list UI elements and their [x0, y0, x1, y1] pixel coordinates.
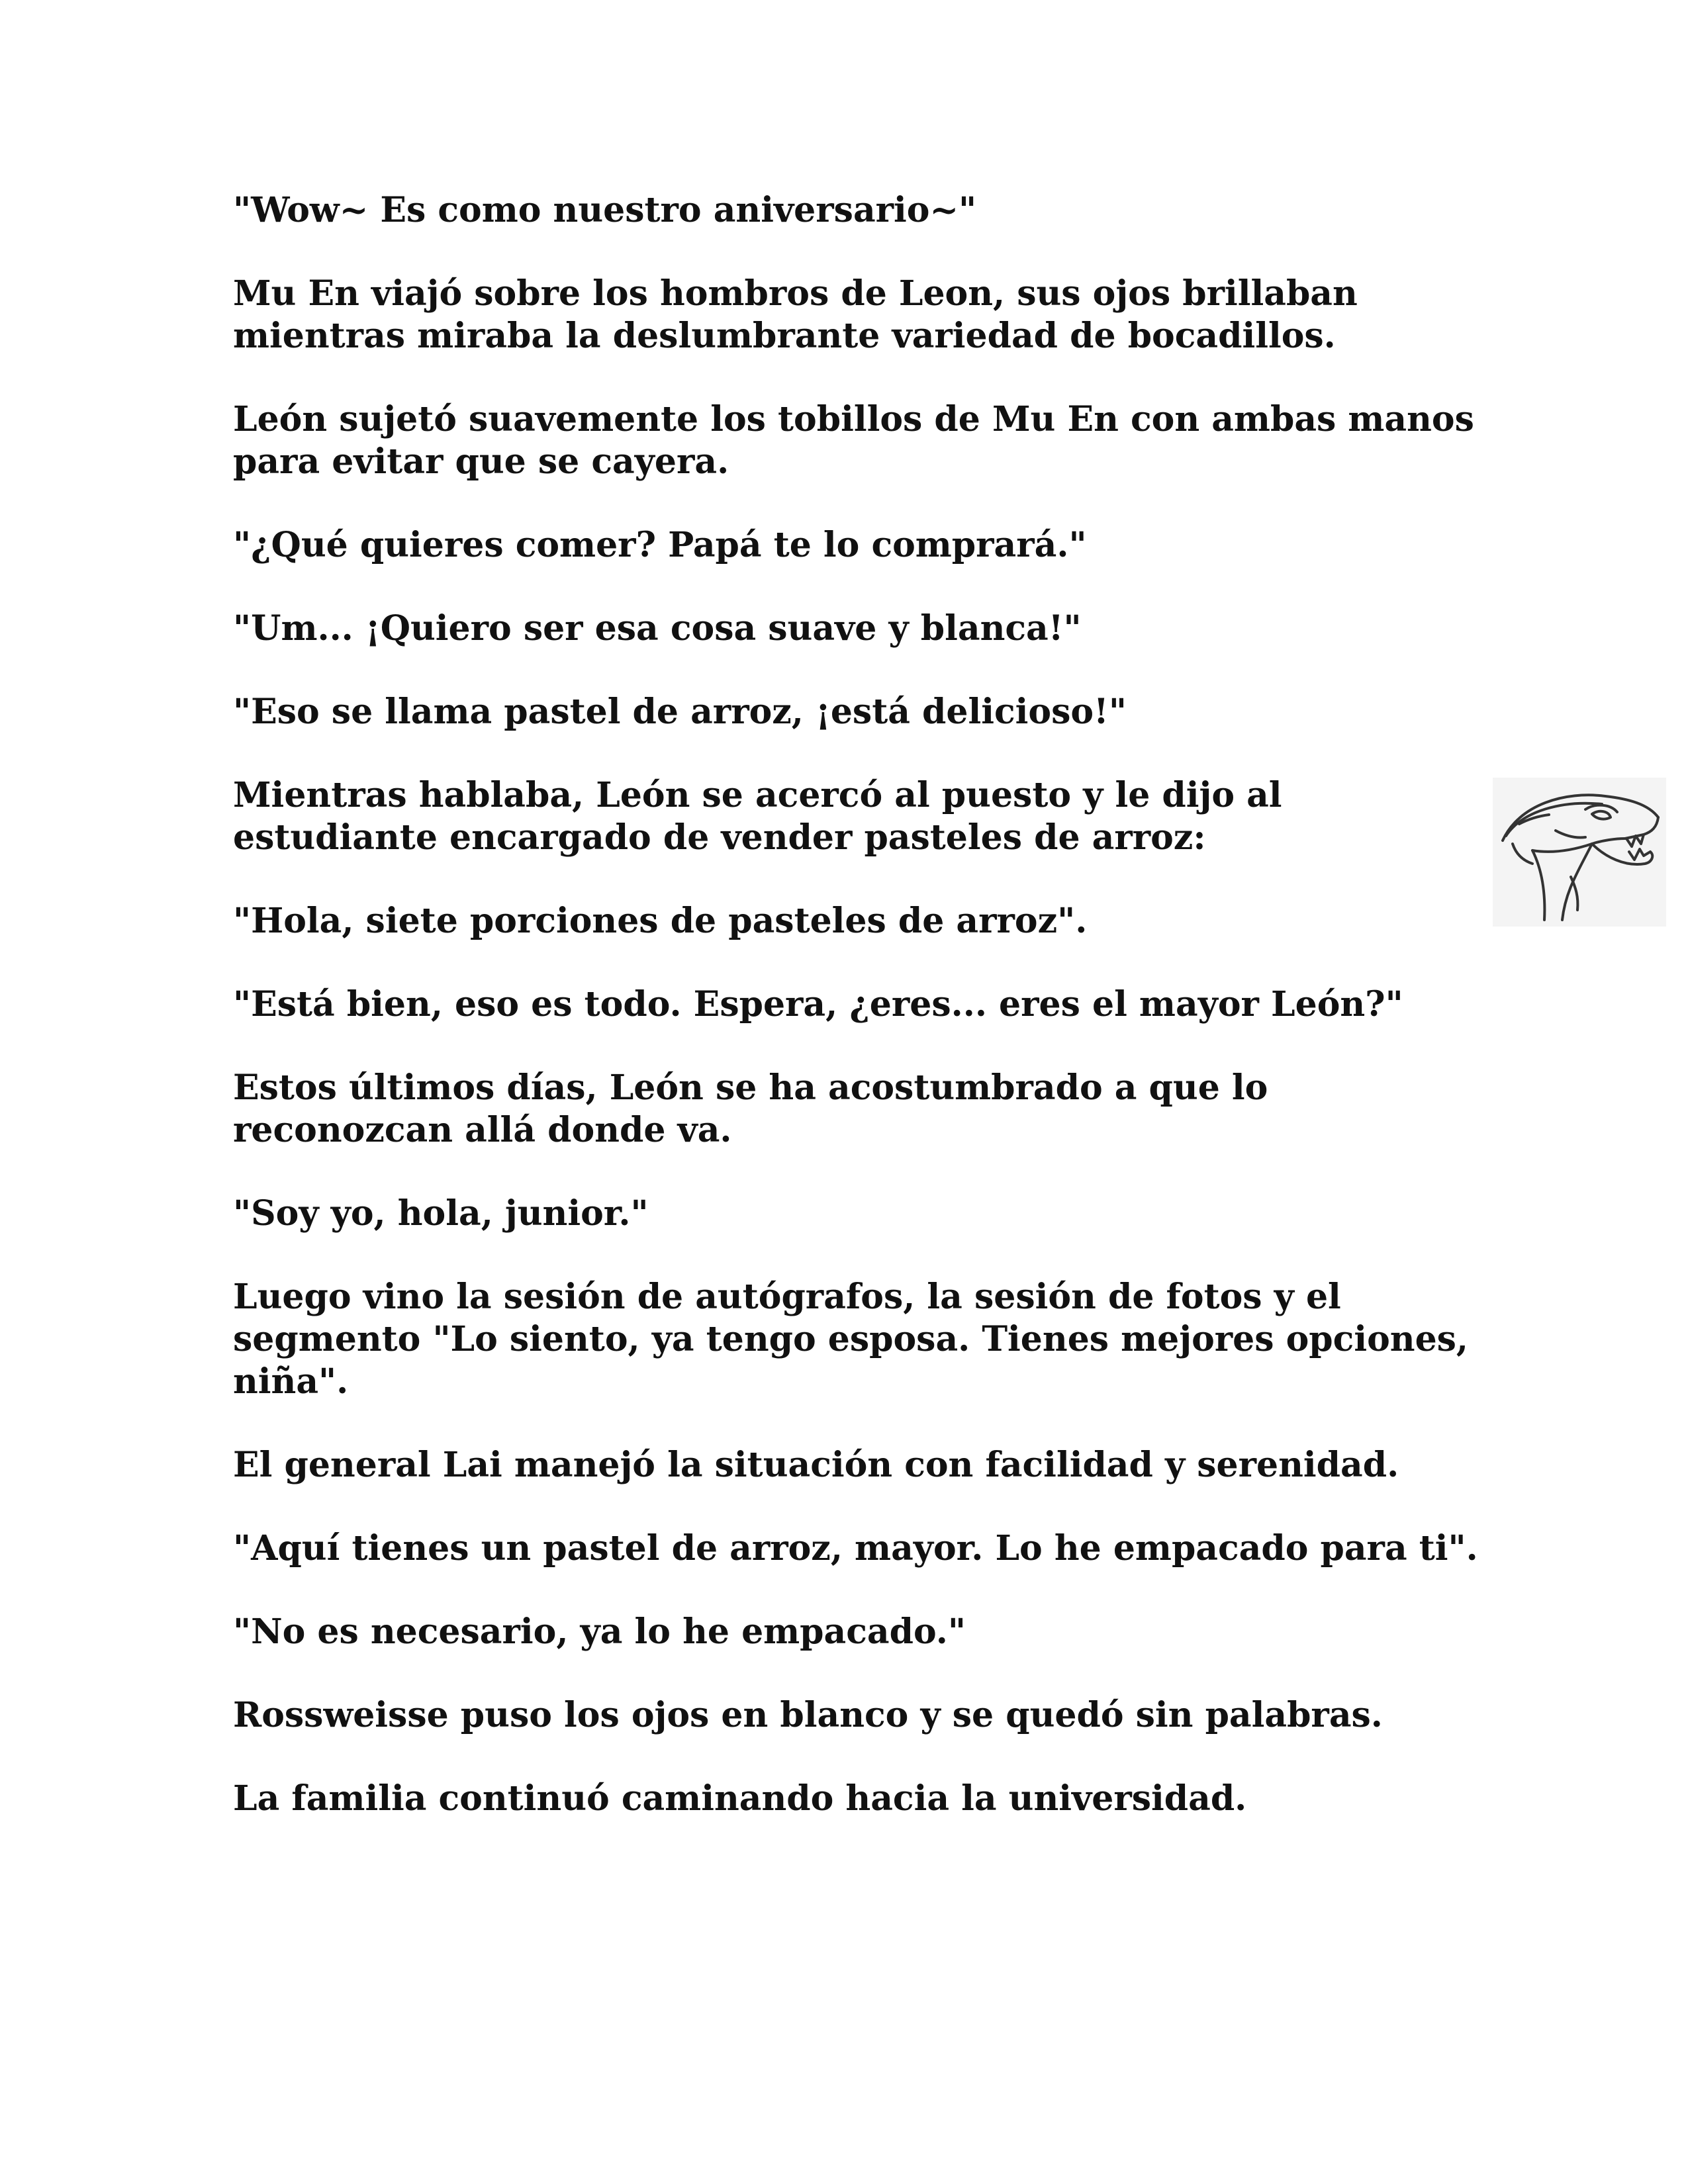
paragraph: La familia continuó caminando hacia la universidad. [233, 1778, 1247, 1819]
document-body [233, 189, 1491, 1861]
paragraph: Luego vino la sesión de autógrafos, la sesión de fotos y el segmento "Lo siento, ya tengo esposa. Tienes mejores opciones, niña". [233, 1277, 1469, 1402]
paragraph: Mu En viajó sobre los hombros de Leon, sus ojos brillaban mientras miraba la deslumbrante variedad de bocadillos. [233, 273, 1358, 356]
paragraph: El general Lai manejó la situación con facilidad y serenidad. [233, 1445, 1399, 1485]
paragraph: "Soy yo, hola, junior." [233, 1193, 649, 1234]
paragraph: "Hola, siete porciones de pasteles de arroz". [233, 901, 1088, 941]
dinosaur-head-icon [1493, 778, 1666, 927]
paragraph: Mientras hablaba, León se acercó al puesto y le dijo al estudiante encargado de vender pasteles de arroz: [233, 775, 1282, 858]
paragraph: Rossweisse puso los ojos en blanco y se quedó sin palabras. [233, 1695, 1383, 1735]
paragraph: "Aquí tienes un pastel de arroz, mayor. Lo he empacado para ti". [233, 1528, 1478, 1569]
paragraph: Estos últimos días, León se ha acostumbrado a que lo reconozcan allá donde va. [233, 1068, 1268, 1150]
paragraph: "Wow~ Es como nuestro aniversario~" [233, 190, 977, 230]
paragraph: "Um... ¡Quiero ser esa cosa suave y blanca!" [233, 608, 1082, 649]
paragraph: "¿Qué quieres comer? Papá te lo comprará." [233, 525, 1087, 565]
paragraph: "No es necesario, ya lo he empacado." [233, 1612, 966, 1652]
paragraph: "Está bien, eso es todo. Espera, ¿eres... eres el mayor León?" [233, 984, 1403, 1024]
paragraph: León sujetó suavemente los tobillos de Mu En con ambas manos para evitar que se cayera. [233, 399, 1474, 482]
paragraph: "Eso se llama pastel de arroz, ¡está delicioso!" [233, 692, 1127, 732]
